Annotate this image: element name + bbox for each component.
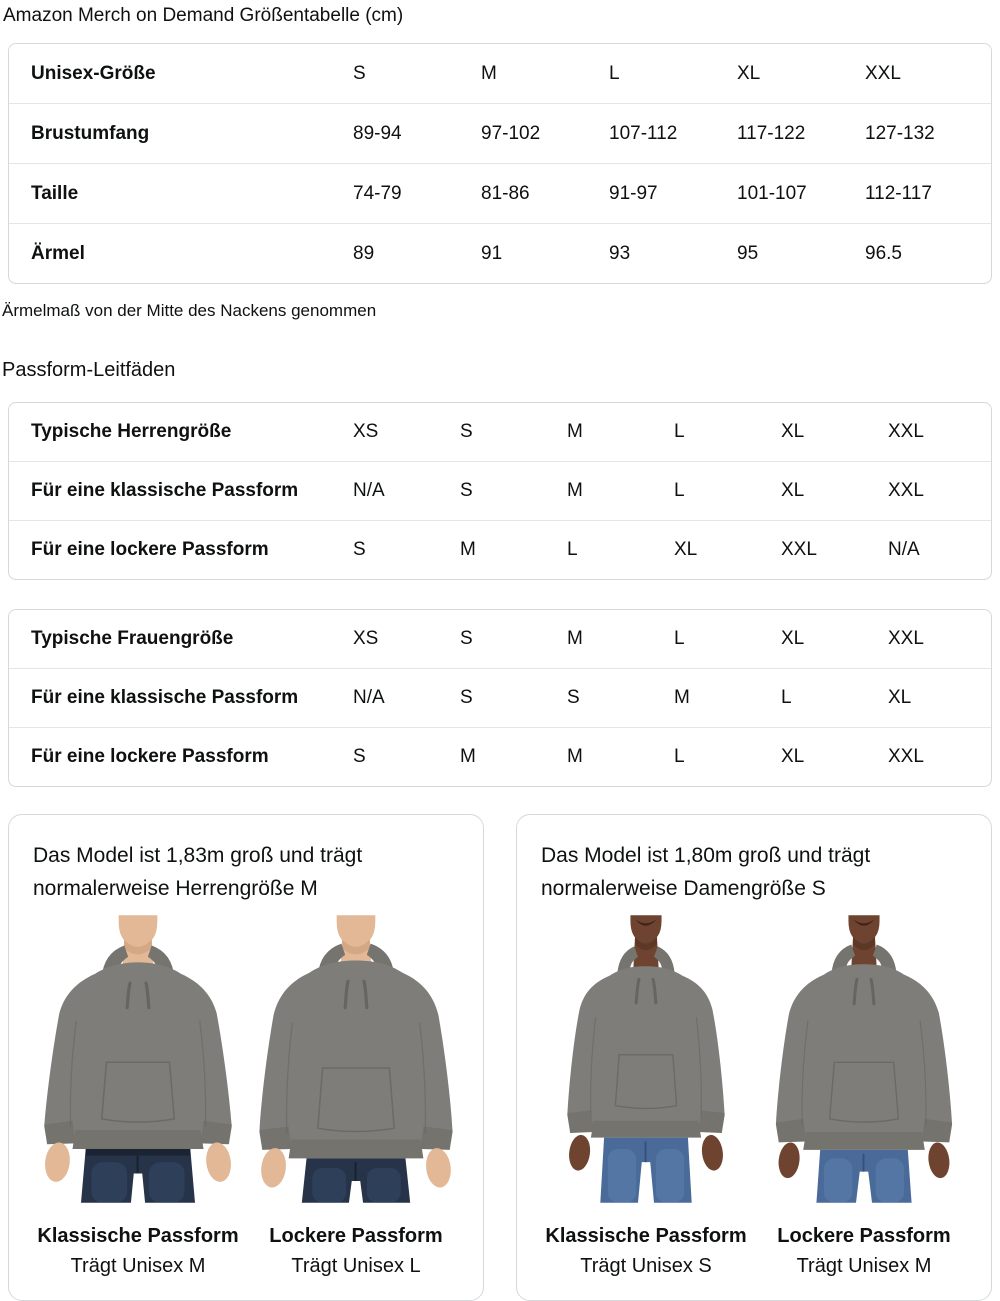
wears-label: Trägt Unisex M [796,1255,932,1277]
hoodie [44,945,232,1149]
size-cell: M [567,628,583,649]
size-cell: S [567,668,674,727]
hoodie [567,946,724,1137]
size-cell: 91 [481,223,609,283]
male-model-card [8,814,484,1301]
row-label: Für eine lockere Passform [9,520,353,579]
size-cell: 101-107 [737,163,865,223]
table-row [9,668,991,727]
size-cell: L [567,520,674,579]
size-cell: S [353,520,460,579]
size-cell: XXL [865,62,901,84]
size-cell: 117-122 [737,103,865,163]
jeans [600,1138,691,1203]
size-cell: 74-79 [353,163,481,223]
fit-label: Lockere Passform [777,1225,951,1247]
jeans [81,1149,195,1203]
size-cell: S [460,461,567,520]
size-cell: XL [781,727,888,786]
table-row [9,223,991,283]
row-label: Taille [9,163,353,223]
female-classic-model [537,909,755,1278]
size-cell: L [674,727,781,786]
page-title: Amazon Merch on Demand Größentabelle (cm) [3,5,404,26]
table-row [9,44,991,103]
jeans [816,1150,911,1203]
female-loose-model [755,909,973,1278]
row-label: Ärmel [9,223,353,283]
size-cell: M [460,520,567,579]
table-row [9,520,991,579]
size-cell: XXL [888,461,991,520]
size-cell: S [353,727,460,786]
row-label: Typische Frauengröße [31,628,234,649]
table-row [9,461,991,520]
size-cell: 93 [609,223,737,283]
size-cell: 97-102 [481,103,609,163]
size-cell: XL [781,628,805,649]
fit-label: Lockere Passform [269,1225,443,1247]
size-cell: XXL [888,421,924,442]
size-cell: XS [353,628,379,649]
table-row [9,610,991,668]
size-cell: N/A [353,668,460,727]
size-cell: XXL [888,727,991,786]
size-cell: L [674,421,685,442]
head-neck [630,915,661,970]
fit-guides-heading: Passform-Leitfäden [2,359,176,381]
female-classic-fit-photo [540,909,752,1209]
size-cell: XXL [888,628,924,649]
size-cell: 96.5 [865,223,991,283]
size-cell: L [674,628,685,649]
row-label: Für eine klassische Passform [9,668,353,727]
hoodie [776,945,952,1150]
size-cell: M [567,727,674,786]
size-cell: L [781,668,888,727]
male-classic-fit-photo [32,909,244,1209]
size-cell: L [674,461,781,520]
sleeve-measure-note: Ärmelmaß von der Mitte des Nackens genommen [2,301,377,320]
row-label: Typische Herrengröße [31,421,232,442]
size-cell: L [609,62,620,84]
fit-label: Klassische Passform [545,1225,747,1247]
row-label: Unisex-Größe [31,62,156,84]
size-cell: S [460,421,473,442]
male-loose-fit-photo [250,909,462,1209]
size-cell: XL [674,520,781,579]
size-cell: N/A [888,520,991,579]
size-cell: 89 [353,223,481,283]
size-cell: S [460,668,567,727]
size-cell: XXL [781,520,888,579]
wears-label: Trägt Unisex M [70,1255,206,1277]
head-neck [848,915,879,968]
table-row [9,403,991,461]
size-cell: M [567,461,674,520]
female-loose-fit-photo [758,909,970,1209]
size-cell: 91-97 [609,163,737,223]
size-cell: XS [353,421,379,442]
size-cell: 107-112 [609,103,737,163]
hoodie [259,944,452,1159]
jeans [302,1158,410,1202]
male-classic-model [29,909,247,1278]
table-row [9,103,991,163]
size-cell: M [481,62,497,84]
size-cell: 89-94 [353,103,481,163]
model-cards [8,814,992,1301]
size-cell: XL [781,421,805,442]
womens-fit-table [8,609,992,787]
size-cell: 95 [737,223,865,283]
female-card-heading: Das Model ist 1,80m groß und trägt normalerweise Damengröße S [541,844,871,900]
table-row [9,163,991,223]
size-cell: S [460,628,473,649]
table-row [9,727,991,786]
row-label: Für eine klassische Passform [9,461,353,520]
size-cell: M [460,727,567,786]
wears-label: Trägt Unisex L [291,1255,421,1277]
wears-label: Trägt Unisex S [580,1255,712,1277]
male-loose-model [247,909,465,1278]
size-cell: 127-132 [865,103,991,163]
size-cell: XL [888,668,991,727]
size-cell: 112-117 [865,163,991,223]
row-label: Brustumfang [9,103,353,163]
size-cell: XL [781,461,888,520]
size-cell: XL [737,62,761,84]
fit-label: Klassische Passform [37,1225,239,1247]
female-model-card [516,814,992,1301]
size-cell: 81-86 [481,163,609,223]
unisex-size-table [8,43,992,284]
size-cell: N/A [353,461,460,520]
male-card-heading: Das Model ist 1,83m groß und trägt normalerweise Herrengröße M [33,844,363,900]
size-cell: S [353,62,366,84]
row-label: Für eine lockere Passform [9,727,353,786]
size-cell: M [674,668,781,727]
size-cell: M [567,421,583,442]
mens-fit-table [8,402,992,580]
